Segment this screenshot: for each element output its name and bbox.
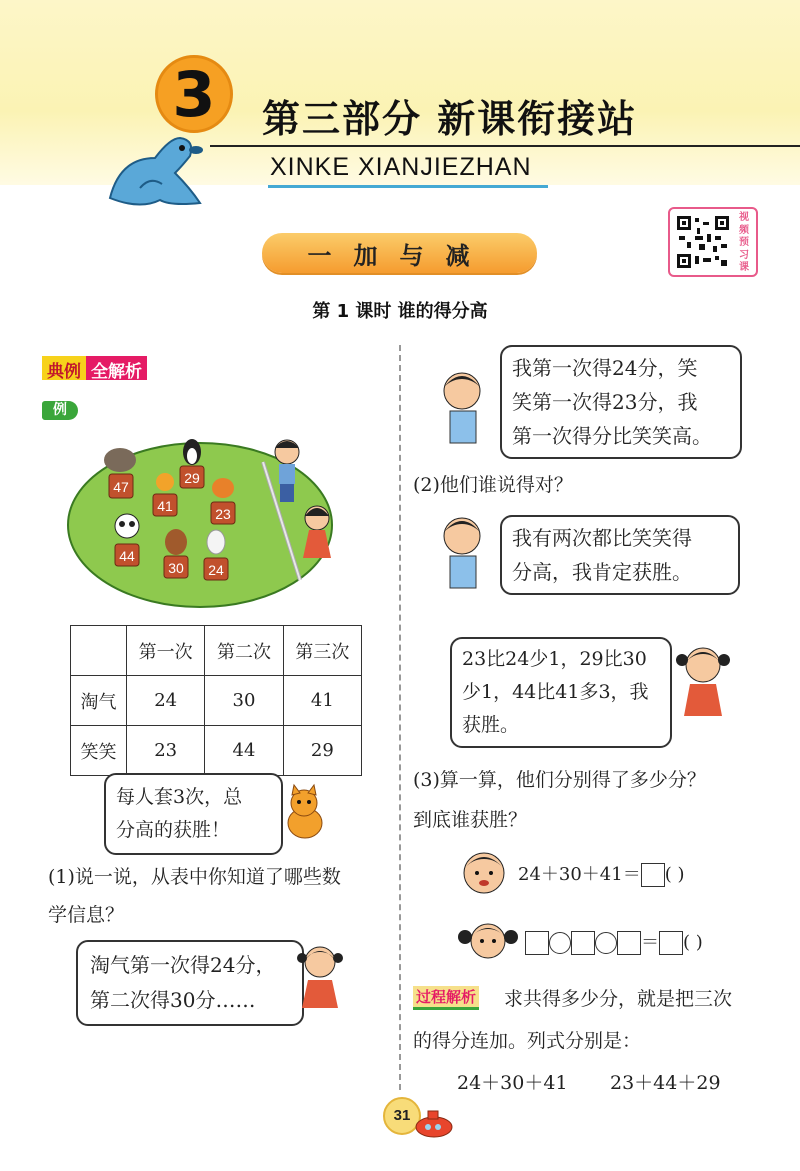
table-cell: 笑笑 xyxy=(71,726,127,776)
unit-title-pill: 一加与减 xyxy=(262,233,537,273)
table-cell: 41 xyxy=(283,676,361,726)
girl-speech-bubble-1 xyxy=(76,940,304,1026)
question-3 xyxy=(413,760,706,840)
cat-speech-bubble xyxy=(104,773,283,855)
equation-1-expr: 24＋30＋41＝ xyxy=(518,864,641,885)
ring-toss-scene xyxy=(65,430,365,610)
process-text-2: 的得分连加。列式分别是： xyxy=(413,1030,642,1052)
equation-1 xyxy=(518,860,685,887)
girl-avatar-2 xyxy=(668,640,738,720)
boy-speech-bubble-1 xyxy=(500,345,742,459)
table-cell: 淘气 xyxy=(71,676,127,726)
example-badge xyxy=(42,356,147,380)
score-table xyxy=(70,625,362,776)
bubble-line: 笑第一次得23分，我 xyxy=(512,390,698,414)
question-1 xyxy=(48,858,341,934)
bubble-line: 23比24少1，29比30 xyxy=(462,648,647,670)
bubble-line: 分高，我肯定获胜。 xyxy=(512,560,692,584)
table-header-row xyxy=(71,626,362,676)
qr-code-icon xyxy=(675,214,731,270)
boy-avatar-1 xyxy=(430,365,490,455)
column-divider xyxy=(399,345,401,1090)
scene-num-41: 41 xyxy=(157,498,173,514)
boy-face-icon xyxy=(458,845,510,897)
equals-sign: ＝ xyxy=(641,932,659,953)
title-rule xyxy=(210,145,800,147)
bubble-line: 每人套3次，总 xyxy=(116,786,243,808)
operator-circle[interactable] xyxy=(595,932,617,954)
question-2: (2)他们谁说得对？ xyxy=(413,474,573,496)
scene-num-23: 23 xyxy=(215,506,231,522)
table-row xyxy=(71,726,362,776)
scene-num-29: 29 xyxy=(184,470,200,486)
bubble-line: 第一次得分比笑笑高。 xyxy=(512,424,712,448)
question-line: 到底谁获胜？ xyxy=(413,809,528,831)
example-tag: 例 xyxy=(42,401,78,420)
bubble-line: 淘气第一次得24分， xyxy=(90,953,276,977)
bubble-line: 我有两次都比笑笑得 xyxy=(512,526,692,550)
scene-num-47: 47 xyxy=(113,479,129,495)
bubble-line: 第二次得30分…… xyxy=(90,988,256,1012)
table-row xyxy=(71,676,362,726)
cat-mascot xyxy=(280,783,330,841)
table-cell: 24 xyxy=(127,676,205,726)
seal-mascot xyxy=(100,118,210,213)
answer-box[interactable] xyxy=(641,863,665,887)
question-line: (1)说一说，从表中你知道了哪些数 xyxy=(48,866,341,888)
qr-code-card[interactable] xyxy=(668,207,758,277)
bubble-line: 分高的获胜！ xyxy=(116,819,231,841)
part-title: 第三部分 新课衔接站 xyxy=(262,97,638,141)
submarine-icon xyxy=(412,1105,456,1141)
qr-label: 视频预习课 xyxy=(739,212,749,273)
blank-box[interactable] xyxy=(571,931,595,955)
question-line: (3)算一算，他们分别得了多少分？ xyxy=(413,769,706,791)
question-line: 学信息？ xyxy=(48,904,125,926)
girl-face-icon xyxy=(456,917,520,961)
scene-num-44: 44 xyxy=(119,548,135,564)
bubble-line: 我第一次得24分，笑 xyxy=(512,356,698,380)
lesson-title: 第 1 课时 谁的得分高 xyxy=(312,301,488,322)
stand-41 xyxy=(153,473,177,516)
answer-paren: ( ) xyxy=(664,864,685,885)
table-cell: 23 xyxy=(127,726,205,776)
scene-num-24: 24 xyxy=(208,562,224,578)
expression-2: 23＋44＋29 xyxy=(610,1072,721,1094)
table-cell: 44 xyxy=(205,726,283,776)
table-header: 第二次 xyxy=(205,626,283,676)
operator-circle[interactable] xyxy=(549,932,571,954)
process-text-1: 求共得多少分，就是把三次 xyxy=(504,988,733,1010)
girl-avatar xyxy=(290,940,350,1010)
boy-speech-bubble-2 xyxy=(500,515,740,595)
boy-avatar-2 xyxy=(430,510,490,600)
answer-paren: ( ) xyxy=(683,932,703,953)
table-cell: 29 xyxy=(283,726,361,776)
expression-1: 24＋30＋41 xyxy=(457,1072,568,1094)
badge-part2: 全解析 xyxy=(86,356,147,380)
blank-box[interactable] xyxy=(617,931,641,955)
bubble-line: 获胜。 xyxy=(462,714,520,736)
bubble-line: 少1，44比41多3，我 xyxy=(462,681,649,703)
table-header: 第三次 xyxy=(283,626,361,676)
badge-part1: 典例 xyxy=(42,356,86,380)
page-number: 31 xyxy=(383,1097,421,1135)
process-analysis-tag: 过程解析 xyxy=(413,986,479,1010)
pinyin-subtitle: XINKE XIANJIEZHAN xyxy=(270,153,532,181)
scene-num-30: 30 xyxy=(168,560,184,576)
pinyin-underline xyxy=(268,185,548,188)
table-cell: 30 xyxy=(205,676,283,726)
equation-2 xyxy=(525,928,703,955)
table-cell xyxy=(71,626,127,676)
part-number-badge: 3 xyxy=(155,55,233,133)
blank-box[interactable] xyxy=(525,931,549,955)
answer-box[interactable] xyxy=(659,931,683,955)
table-header: 第一次 xyxy=(127,626,205,676)
girl-speech-bubble-2 xyxy=(450,637,672,748)
